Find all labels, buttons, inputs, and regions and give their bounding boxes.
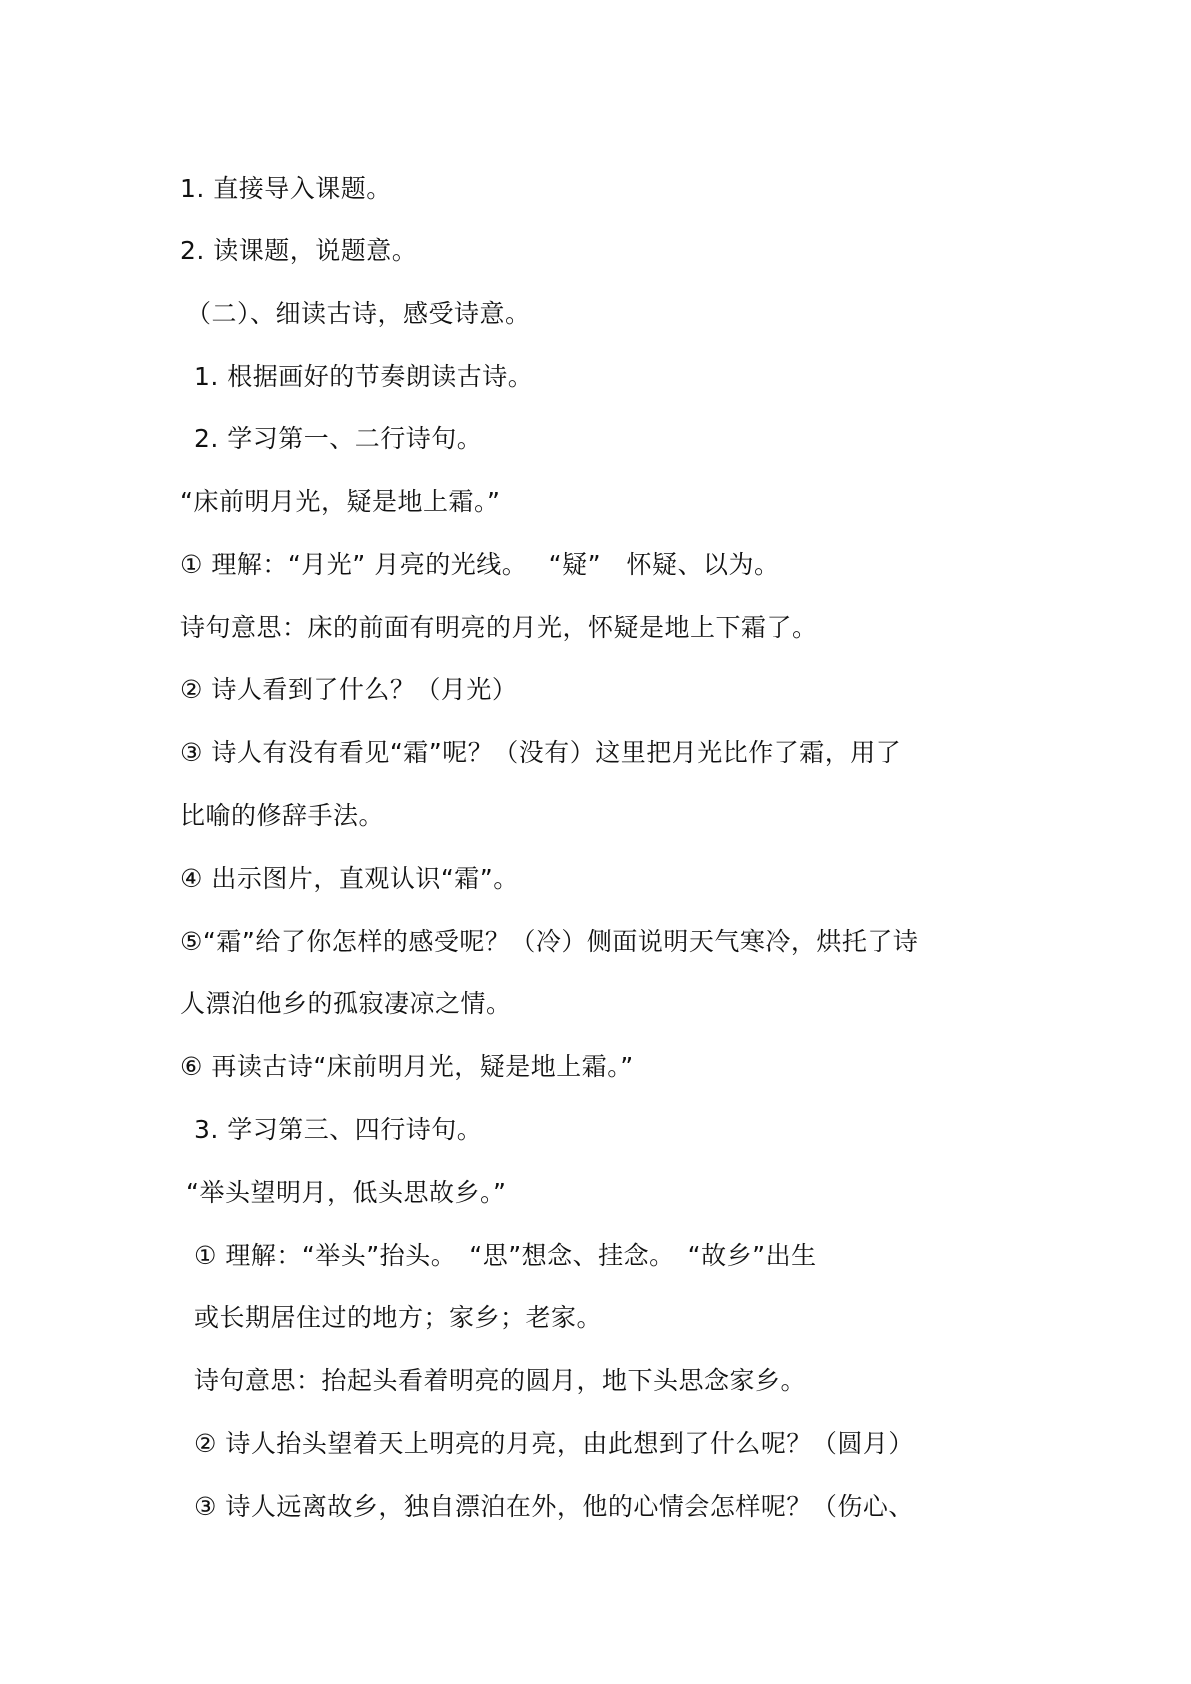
step-1-intro-topic: 1. 直接导入课题。 [180,174,392,203]
point-3-question: ③ 诗人有没有看见“霜”呢？（没有）这里把月光比作了霜，用了 [180,738,902,767]
poem-quote-1: “床前明月光，疑是地上霜。” [180,487,501,516]
point-4-picture: ④ 出示图片，直观认识“霜”。 [180,864,519,893]
point-2-question: ② 诗人看到了什么？（月光） [180,675,518,704]
point-1-understanding-2: ① 理解：“举头”抬头。 “思”想念、挂念。 “故乡”出生 [194,1241,817,1270]
step-2-read-topic: 2. 读课题，说题意。 [180,236,418,265]
point-5-feeling: ⑤“霜”给了你怎样的感受呢？（冷）侧面说明天气寒冷，烘托了诗 [180,927,919,956]
substep-1-read-poem: 1. 根据画好的节奏朗读古诗。 [194,362,534,391]
point-1-understanding: ① 理解：“月光” 月亮的光线。 “疑” 怀疑、以为。 [180,550,780,579]
section-heading-2: （二）、细读古诗，感受诗意。 [186,299,531,328]
point-2-question-2: ② 诗人抬头望着天上明亮的月亮，由此想到了什么呢？（圆月） [194,1429,914,1458]
point-3-question-2: ③ 诗人远离故乡，独自漂泊在外，他的心情会怎样呢？（伤心、 [194,1492,914,1521]
point-6-reread: ⑥ 再读古诗“床前明月光，疑是地上霜。” [180,1052,634,1081]
point-5-continuation: 人漂泊他乡的孤寂凄凉之情。 [180,989,512,1018]
poem-quote-2: “举头望明月，低头思故乡。” [186,1178,507,1207]
substep-2-lines-1-2: 2. 学习第一、二行诗句。 [194,424,483,453]
point-1-continuation-2: 或长期居住过的地方；家乡；老家。 [194,1303,603,1332]
meaning-1: 诗句意思：床的前面有明亮的月光，怀疑是地上下霜了。 [180,613,818,642]
substep-3-lines-3-4: 3. 学习第三、四行诗句。 [194,1115,483,1144]
point-3-continuation: 比喻的修辞手法。 [180,801,385,830]
meaning-2: 诗句意思：抬起头看着明亮的圆月，地下头思念家乡。 [194,1366,807,1395]
